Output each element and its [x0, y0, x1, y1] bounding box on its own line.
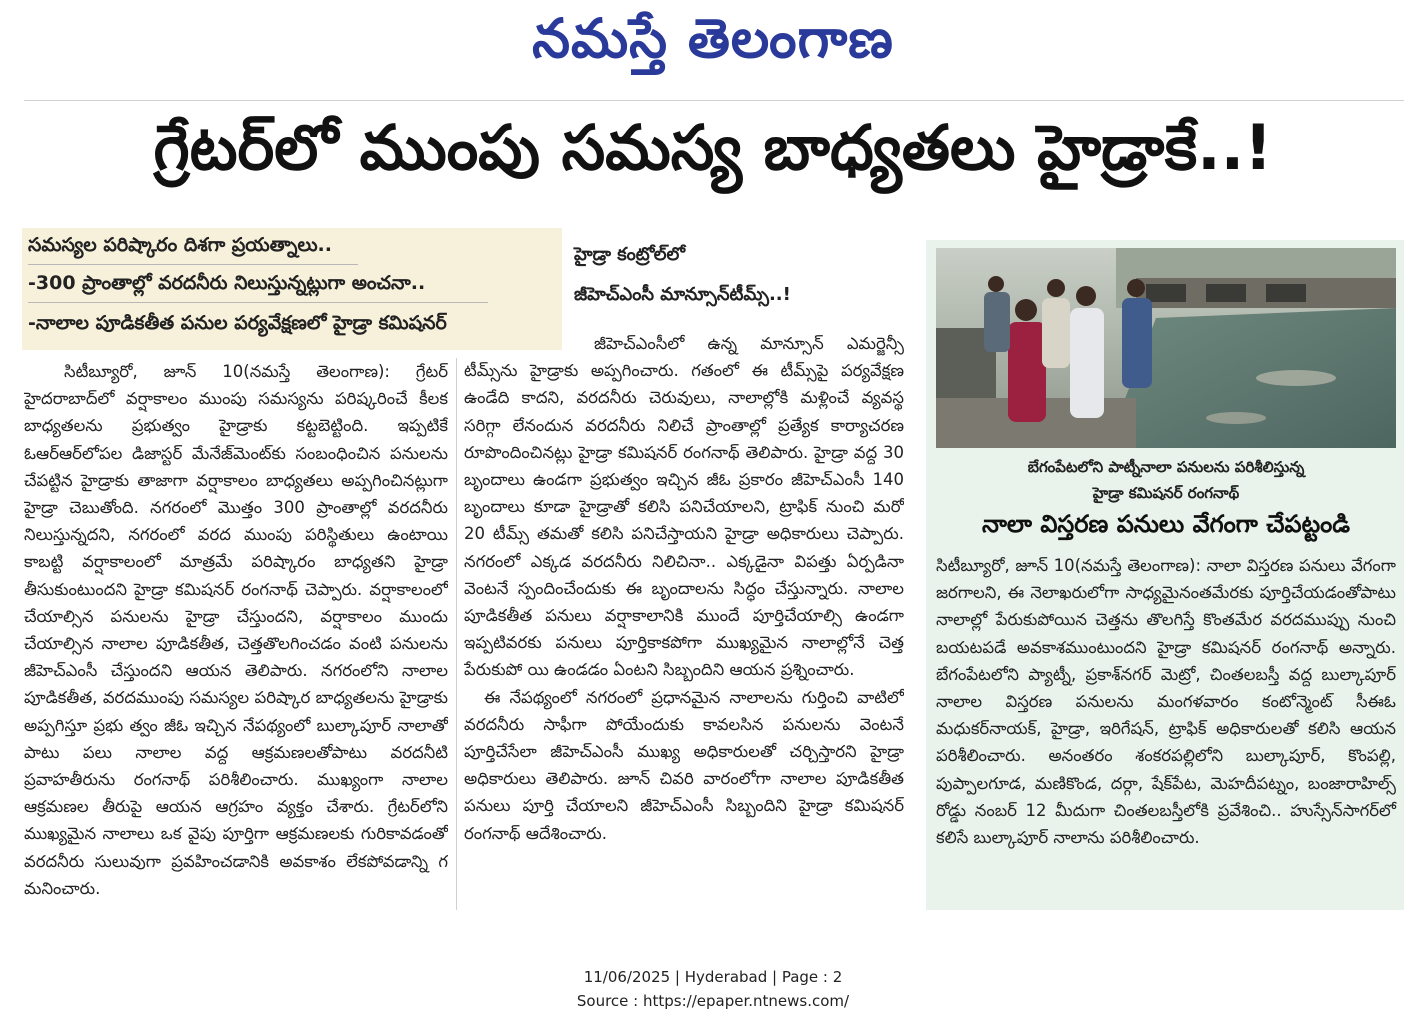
sidebar-article-text: సిటీబ్యూరో, జూన్ 10(నమస్తే తెలంగాణ): నాలా విస్తరణ పనులు వేగంగా జరగాలని, ఈ నెలాఖరులోగా సాధ్యమైనంతమేరకు పూర్తిచేయడంతోపాటు నాలాల్లో పేరుకుపోయిన చెత్తను తొలగిస్తే కొంతమేర వరదముప్పు నుంచి బయటపడే అవకాశముంటుందని హైడ్రా కమిషనర్ రంగనాథ్ అన్నారు. బేగంపేటలోని ప్యాట్నీ, ప్రకాశ్‌నగర్ మెట్రో, చింతలబస్తీ వద్ద బుల్కాపూర్ నాలాల విస్తరణ పనులను మంగళవారం కంటోన్మెంట్ సీఈఓ మధుకర్‌నాయక్, హైడ్రా, ఇరిగేషన్, ట్రాఫిక్ అధికారులతో కలిసి ఆయన పరిశీలించారు. అనంతరం శంకరపల్లిలోని బుల్కాపూర్, కొంపల్లి, పుప్పాలగూడ, మణికొండ, దర్గా, షేక్‌పేట, మెహదీపట్నం, బంజారాహిల్స్ రోడ్డు నంబర్ 12 మీదుగా చింతలబస్తీలోకి ప్రవేశించి.. హుస్సేన్‌సాగర్‌లో కలిసే బుల్కాపూర్ నాలాను పరిశీలించారు.: [936, 556, 1396, 848]
paragraph: ఈ నేపథ్యంలో నగరంలో ప్రధానమైన నాలాలను గుర్తించి వాటిలో వరదనీరు సాఫీగా పోయేందుకు కావలసిన పనులను వెంటనే పూర్తిచేసేలా జీహెచ్‌ఎంసీ ముఖ్య అధికారులతో చర్చిస్తారని హైడ్రా అధికారులు తెలిపారు. జూన్ చివరి వారంలోగా నాలాల పూడికతీత పనులు పూర్తి చేయాలని జీహెచ్‌ఎంసీ సిబ్బందిని హైడ్రా కమిషనర్ రంగనాథ్ ఆదేశించారు.: [464, 687, 904, 843]
subhead-line-1: హైడ్రా కంట్రోల్‌లో: [574, 244, 686, 265]
photo-caption-line-2: హైడ్రా కమిషనర్ రంగనాథ్: [1092, 484, 1240, 502]
masthead-logo: నమస్తే తెలంగాణ: [532, 6, 894, 70]
photo-caption-line-1: బేగంపేటలోని పాట్నీనాలా పనులను పరిశీలిస్తున్న: [1027, 458, 1305, 476]
headline: గ్రేటర్‌లో ముంపు సమస్య బాధ్యతలు హైడ్రాకే..!: [153, 111, 1273, 184]
column-divider: [456, 358, 457, 910]
footer-date-page: 11/06/2025 | Hyderabad | Page : 2: [583, 968, 843, 986]
highlight-3: -నాలాల పూడికతీత పనుల పర్యవేక్షణలో హైడ్రా కమిషనర్: [28, 312, 447, 334]
paragraph: జీహెచ్‌ఎంసీలో ఉన్న మాన్సూన్ ఎమర్జెన్సీ టీమ్స్‌ను హైడ్రాకు అప్పగించారు. గతంలో ఈ టీమ్స్‌పై పర్యవేక్షణ ఉండేది కాదని, వరదనీరు చెరువులు, నాలాల్లోకి మళ్లించే వ్యవస్థ సరిగ్గా లేనందున వరదనీరు నిలిచే ప్రాంతాల్లో ప్రత్యేక కార్యాచరణ రూపొందించినట్లు హైడ్రా కమిషనర్ రంగనాథ్ తెలిపారు. హైడ్రా వద్ద 30 బృందాలు ఉండగా ప్రభుత్వం ఇచ్చిన జీఓ ప్రకారం జీహెచ్‌ఎంసీ 140 బృందాలు కూడా హైడ్రాతో కలిసి పనిచేయాలని, ట్రాఫిక్ నుంచి మరో 20 టీమ్స్ తమతో కలిసి పనిచేస్తాయని హైడ్రా అధికారులు చెప్పారు. నగరంలో ఎక్కడ వరదనీరు నిలిచినా.. ఎక్కడైనా విపత్తు ఏర్పడినా వెంటనే స్పందించేందుకు ఈ బృందాలను సిద్ధం చేస్తున్నారు. నాలాల పూడికతీత పనులు వర్షాకాలానికి ముందే పూర్తిచేయాల్సి ఉండగా ఇప్పటివరకు పనులు పూర్తికాకపోగా ముఖ్యమైన నాలాల్లోనే చెత్త పేరుకుపో యి ఉండడం ఏంటని సిబ్బందిని ఆయన ప్రశ్నించారు.: [464, 334, 904, 680]
highlight-underline: [28, 302, 488, 303]
highlight-2: -300 ప్రాంతాల్లో వరదనీరు నిలుస్తున్నట్లుగా అంచనా..: [28, 272, 426, 294]
masthead-rule: [24, 100, 1404, 101]
highlight-underline: [28, 264, 358, 265]
news-photo: [936, 248, 1396, 448]
sidebar-headline: నాలా విస్తరణ పనులు వేగంగా చేపట్టండి: [981, 510, 1351, 538]
article-column-2: [464, 330, 904, 920]
subhead-line-2: జీహెచ్‌ఎంసీ మాన్సూన్‌టీమ్స్‌..!: [574, 284, 791, 305]
article-column-1: [24, 358, 448, 918]
footer-source: Source : https://epaper.ntnews.com/: [576, 992, 850, 1010]
paragraph: సిటీబ్యూరో, జూన్ 10(నమస్తే తెలంగాణ): గ్రేటర్ హైదరాబాద్‌లో వర్షాకాలం ముంపు సమస్యను పరిష్కరించే కీలక బాధ్యతలను ప్రభుత్వం హైడ్రాకు కట్టబెట్టింది. ఇప్పటికే ఓఆర్ఆర్‌లోపల డిజాస్టర్ మేనేజ్‌మెంట్‌కు సంబంధించిన పనులను చేపట్టిన హైడ్రాకు తాజాగా వర్షాకాలం బాధ్యతలు అప్పగించినట్లుగా హైడ్రా చెబుతోంది. నగరంలో మొత్తం 300 ప్రాంతాల్లో వరదనీరు నిలుస్తున్నదని, నగరంలో వరద ముంపు పరిస్థితులు ఉంటాయి కాబట్టి వర్షాకాలంలో మాత్రమే పరిష్కారం బాధ్యతని హైడ్రా తీసుకుంటుందని హైడ్రా కమిషనర్ రంగనాథ్ చెప్పారు. వర్షాకాలంలో చేయాల్సిన పనులను హైడ్రా చేస్తుందని, వర్షాకాలం ముందు చేయాల్సిన నాలాల పూడికతీత, చెత్తతొలగించడం వంటి పనులను జీహెచ్‌ఎంసీ చేస్తుందని ఆయన తెలిపారు. నగరంలోని నాలాల పూడికతీత, వరదముంపు సమస్యల పరిష్కార బాధ్యతలను హైడ్రాకు అప్పగిస్తూ ప్రభు త్వం జీఓ ఇచ్చిన నేపథ్యంలో బుల్కాపూర్ నాలాతో పాటు పలు నాలాల వద్ద ఆక్రమణలతోపాటు వరదనీటి ప్రవాహతీరును రంగనాథ్ పరిశీలించారు. ముఖ్యంగా నాలాల ఆక్రమణల తీరుపై ఆయన ఆగ్రహం వ్యక్తం చేశారు. గ్రేటర్‌లోని ముఖ్యమైన నాలాలు ఒక వైపు పూర్తిగా ఆక్రమణలకు గురికావడంతో వరదనీరు సులువుగా ప్రవహించడానికి అవకాశం లేకపోవడాన్ని గ మనించారు.: [24, 362, 448, 898]
highlight-1: సమస్యల పరిష్కారం దిశగా ప్రయత్నాలు..: [28, 234, 332, 256]
photo-illustration: [936, 248, 1396, 448]
